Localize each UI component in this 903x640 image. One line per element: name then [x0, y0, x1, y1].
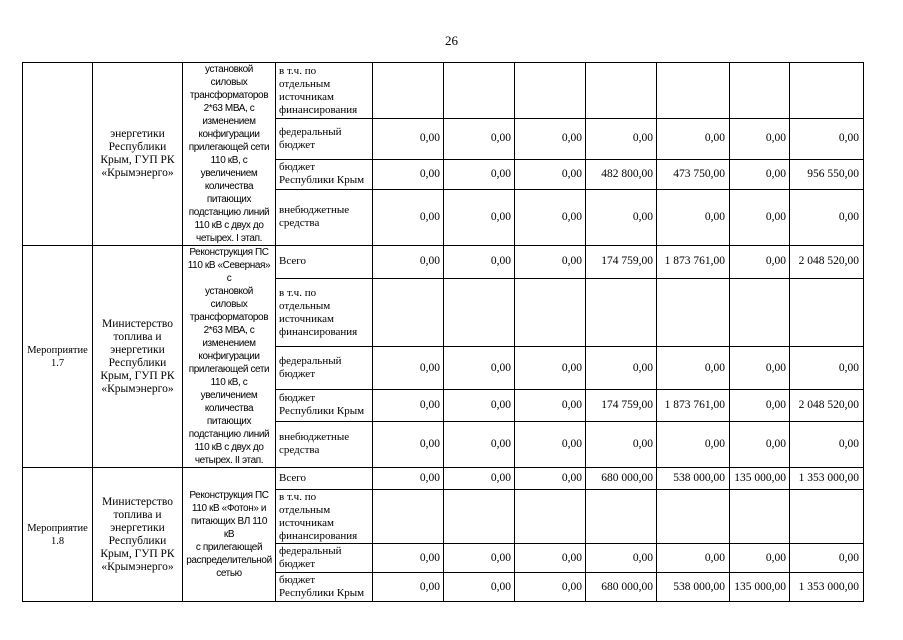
value-cell — [444, 278, 515, 346]
text-line: источникам — [279, 90, 334, 103]
text-line: финансирования — [279, 103, 358, 116]
value-cell: 0,00 — [373, 246, 444, 279]
text-line: отдельным — [279, 299, 331, 312]
text-line: Всего — [279, 472, 306, 484]
value-cell: 0,00 — [515, 544, 586, 573]
event-cell — [23, 246, 93, 468]
value-cell: 0,00 — [444, 389, 515, 421]
text-line: количества — [204, 403, 254, 414]
value-cell: 482 800,00 — [586, 159, 657, 189]
value-cell — [515, 278, 586, 346]
text-line: распределительной — [186, 555, 272, 566]
value-cell — [373, 63, 444, 119]
description-cell — [183, 63, 276, 246]
text-line: в т.ч. по — [279, 286, 317, 299]
description-cell — [183, 468, 276, 602]
text-line: четырех. II этап. — [194, 455, 264, 466]
value-cell: 956 550,00 — [790, 159, 864, 189]
value-cell: 0,00 — [444, 189, 515, 245]
text-line: средства — [279, 217, 320, 230]
funding-source-cell — [276, 573, 373, 602]
text-line: федеральный — [279, 125, 342, 138]
text-line: «Крымэнерго» — [101, 167, 174, 179]
value-cell: 0,00 — [730, 189, 790, 245]
text-line: Крым, ГУП РК — [100, 547, 175, 560]
value-cell — [373, 490, 444, 544]
value-cell: 0,00 — [657, 189, 730, 245]
text-line: внебюджетные — [279, 431, 350, 444]
value-cell: 0,00 — [586, 119, 657, 160]
value-cell — [657, 278, 730, 346]
value-cell: 538 000,00 — [657, 468, 730, 490]
value-cell: 0,00 — [730, 119, 790, 160]
value-cell: 0,00 — [586, 544, 657, 573]
text-line: Министерство — [102, 495, 173, 508]
value-cell: 0,00 — [515, 468, 586, 490]
executor-cell — [93, 468, 183, 602]
event-cell — [23, 63, 93, 246]
value-cell: 0,00 — [444, 421, 515, 467]
funding-source-cell — [276, 159, 373, 189]
text-line: отдельным — [279, 503, 331, 516]
value-cell: 0,00 — [730, 246, 790, 279]
text-line: федеральный — [279, 545, 342, 557]
value-cell: 0,00 — [790, 421, 864, 467]
value-cell: 2 048 520,00 — [790, 246, 864, 279]
value-cell: 0,00 — [373, 544, 444, 573]
value-cell: 0,00 — [586, 347, 657, 390]
value-cell: 135 000,00 — [730, 573, 790, 602]
value-cell — [515, 490, 586, 544]
value-cell: 0,00 — [515, 246, 586, 279]
value-cell: 0,00 — [657, 421, 730, 467]
text-line: сетью — [216, 568, 242, 579]
text-line: Республики — [108, 356, 167, 369]
text-line: Республики Крым — [279, 587, 365, 599]
value-cell: 0,00 — [444, 573, 515, 602]
funding-source-cell — [276, 246, 373, 279]
value-cell — [790, 63, 864, 119]
text-line: подстанцию линий — [188, 207, 270, 218]
text-line: финансирования — [279, 325, 358, 338]
value-cell: 0,00 — [790, 189, 864, 245]
value-cell: 1 353 000,00 — [790, 468, 864, 490]
text-line: питающих ВЛ 110 кВ — [191, 516, 267, 540]
value-cell: 680 000,00 — [586, 573, 657, 602]
value-cell: 0,00 — [444, 347, 515, 390]
text-line: трансформаторов — [189, 90, 269, 101]
text-line: прилегающей сети — [188, 364, 270, 375]
value-cell — [730, 490, 790, 544]
text-line: Всего — [279, 255, 306, 268]
text-line: «Крымэнерго» — [101, 560, 174, 573]
value-cell — [586, 278, 657, 346]
value-cell — [444, 490, 515, 544]
text-line: питающих — [206, 194, 252, 205]
funding-source-cell — [276, 63, 373, 119]
event-cell — [23, 468, 93, 602]
text-line: трансформаторов — [189, 312, 269, 323]
funding-source-cell — [276, 119, 373, 160]
value-cell — [444, 63, 515, 119]
text-line: прилегающей сети — [188, 142, 270, 153]
text-line: энергетики — [110, 343, 165, 356]
value-cell: 0,00 — [444, 119, 515, 160]
value-cell: 0,00 — [373, 468, 444, 490]
text-line: увеличением — [200, 168, 258, 179]
text-line: топлива и — [113, 508, 162, 521]
value-cell: 0,00 — [515, 573, 586, 602]
text-line: Республики — [108, 534, 167, 547]
text-line: увеличением — [200, 390, 258, 401]
table-row — [23, 246, 864, 279]
text-line: бюджет — [279, 392, 315, 405]
value-cell: 135 000,00 — [730, 468, 790, 490]
value-cell — [586, 63, 657, 119]
value-cell: 174 759,00 — [586, 389, 657, 421]
table-row — [23, 63, 864, 119]
text-line: конфигурации — [198, 351, 260, 362]
value-cell — [730, 63, 790, 119]
value-cell: 0,00 — [515, 119, 586, 160]
value-cell: 0,00 — [373, 347, 444, 390]
funding-source-cell — [276, 544, 373, 573]
value-cell — [657, 490, 730, 544]
text-line: Республики Крым — [279, 174, 365, 187]
value-cell — [586, 490, 657, 544]
text-line: бюджет — [279, 368, 315, 381]
text-line: федеральный — [279, 355, 342, 368]
text-line: энергетики — [110, 521, 165, 534]
value-cell: 0,00 — [515, 347, 586, 390]
executor-cell — [93, 246, 183, 468]
funding-source-cell — [276, 189, 373, 245]
value-cell: 538 000,00 — [657, 573, 730, 602]
text-line: 1.7 — [50, 357, 65, 369]
text-line: 110 кВ, с — [210, 377, 248, 388]
value-cell: 1 873 761,00 — [657, 246, 730, 279]
text-line: 110 кВ «Фотон» и — [191, 503, 267, 514]
text-line: установкой силовых — [205, 286, 253, 310]
value-cell: 1 353 000,00 — [790, 573, 864, 602]
text-line: средства — [279, 444, 320, 457]
text-line: Реконструкция ПС — [189, 490, 269, 501]
text-line: отдельным — [279, 77, 331, 90]
funding-source-cell — [276, 278, 373, 346]
funding-source-cell — [276, 389, 373, 421]
description-cell — [183, 246, 276, 468]
value-cell — [730, 278, 790, 346]
text-line: питающих — [206, 416, 252, 427]
value-cell — [790, 278, 864, 346]
text-line: источникам — [279, 312, 334, 325]
funding-source-cell — [276, 347, 373, 390]
value-cell: 0,00 — [373, 421, 444, 467]
text-line: бюджет — [279, 558, 315, 570]
text-line: источникам — [279, 516, 334, 529]
text-line: Мероприятие — [27, 344, 88, 356]
value-cell: 0,00 — [373, 573, 444, 602]
text-line: финансирования — [279, 529, 358, 542]
value-cell: 0,00 — [444, 246, 515, 279]
text-line: бюджет — [279, 574, 315, 586]
text-line: 2*63 МВА, с — [203, 325, 255, 336]
text-line: Республики — [108, 141, 167, 153]
value-cell: 0,00 — [515, 421, 586, 467]
value-cell: 0,00 — [586, 421, 657, 467]
text-line: в т.ч. по — [279, 490, 317, 503]
value-cell: 0,00 — [730, 544, 790, 573]
value-cell: 174 759,00 — [586, 246, 657, 279]
value-cell: 0,00 — [373, 159, 444, 189]
value-cell: 0,00 — [790, 119, 864, 160]
value-cell — [790, 490, 864, 544]
text-line: 110 кВ, с — [210, 155, 248, 166]
text-line: с прилегающей — [195, 542, 263, 553]
text-line: Республики Крым — [279, 405, 365, 418]
text-line: Крым, ГУП РК — [100, 154, 175, 166]
value-cell: 0,00 — [373, 189, 444, 245]
text-line: энергетики — [110, 128, 165, 140]
text-line: Реконструкция ПС — [189, 247, 269, 258]
value-cell: 0,00 — [515, 189, 586, 245]
text-line: количества — [204, 181, 254, 192]
value-cell: 0,00 — [515, 159, 586, 189]
executor-cell — [93, 63, 183, 246]
value-cell: 0,00 — [790, 347, 864, 390]
text-line: 110 кВ «Северная» с — [187, 260, 271, 284]
value-cell — [515, 63, 586, 119]
value-cell: 0,00 — [730, 159, 790, 189]
value-cell: 0,00 — [444, 159, 515, 189]
page-number: 26 — [445, 33, 458, 48]
value-cell: 0,00 — [586, 189, 657, 245]
text-line: бюджет — [279, 161, 315, 174]
text-line: 1.8 — [50, 535, 65, 547]
text-line: изменением — [202, 116, 256, 127]
budget-table — [22, 62, 864, 602]
value-cell: 0,00 — [657, 347, 730, 390]
value-cell: 1 873 761,00 — [657, 389, 730, 421]
value-cell: 0,00 — [730, 421, 790, 467]
text-line: в т.ч. по — [279, 64, 317, 77]
text-line: четырех. I этап. — [196, 233, 262, 244]
text-line: конфигурации — [198, 129, 260, 140]
value-cell: 0,00 — [373, 119, 444, 160]
funding-source-cell — [276, 421, 373, 467]
text-line: Мероприятие — [27, 522, 88, 534]
value-cell: 0,00 — [790, 544, 864, 573]
value-cell: 680 000,00 — [586, 468, 657, 490]
funding-source-cell — [276, 468, 373, 490]
text-line: 2*63 МВА, с — [203, 103, 255, 114]
text-line: 110 кВ с двух до — [194, 220, 264, 231]
text-line: внебюджетные — [279, 204, 350, 217]
text-line: бюджет — [279, 138, 315, 151]
value-cell — [657, 63, 730, 119]
value-cell — [373, 278, 444, 346]
value-cell: 0,00 — [444, 544, 515, 573]
text-line: Министерство — [102, 317, 173, 330]
value-cell: 0,00 — [657, 119, 730, 160]
funding-source-cell — [276, 490, 373, 544]
value-cell: 0,00 — [657, 544, 730, 573]
text-line: 110 кВ с двух до — [194, 442, 264, 453]
value-cell: 0,00 — [373, 389, 444, 421]
value-cell: 0,00 — [730, 389, 790, 421]
value-cell: 0,00 — [730, 347, 790, 390]
text-line: изменением — [202, 338, 256, 349]
value-cell: 0,00 — [444, 468, 515, 490]
text-line: топлива и — [113, 330, 162, 343]
text-line: подстанцию линий — [188, 429, 270, 440]
value-cell: 473 750,00 — [657, 159, 730, 189]
text-line: Крым, ГУП РК — [100, 369, 175, 382]
value-cell: 2 048 520,00 — [790, 389, 864, 421]
text-line: установкой силовых — [205, 64, 253, 88]
table-row — [23, 468, 864, 490]
text-line: «Крымэнерго» — [101, 382, 174, 395]
value-cell: 0,00 — [515, 389, 586, 421]
